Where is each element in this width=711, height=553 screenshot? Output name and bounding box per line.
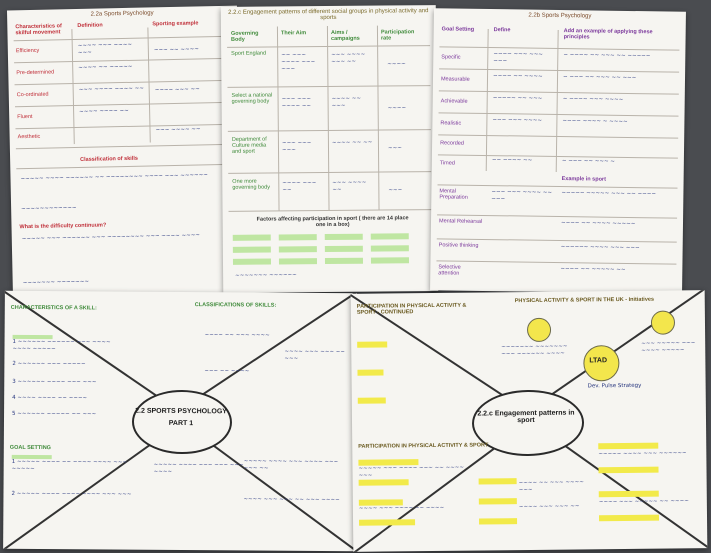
handwriting: ~ ~~~ ~~ ~~~ ~~ ~~~ — [562, 74, 637, 82]
mindmap-line — [194, 431, 356, 551]
mindmap-sports-psychology — [3, 291, 357, 551]
highlight — [357, 370, 383, 376]
handwriting: ~~~~~ ~~~ ~~~~~~ ~~~ ~~~~~~~~ ~~~ ~~~~ ~~~~ — [21, 232, 200, 243]
table-divider — [227, 85, 430, 88]
section-heading: Classification of skills — [80, 155, 138, 163]
factor-box — [279, 258, 317, 264]
handwriting: ~~~~ ~~~ ~~~ ~~ — [518, 503, 580, 511]
table-header: Characteristics of skilful movement — [15, 23, 62, 37]
handwriting: ~ ~~~ ~~ ~~~ ~ — [561, 158, 615, 165]
table-divider — [327, 26, 330, 210]
highlight — [359, 519, 415, 526]
ltad-label: LTAD — [589, 357, 608, 365]
handwriting: ~~~ ~~ ~~~~ — [204, 368, 250, 375]
factor-box — [325, 246, 363, 252]
handwriting: ~~~~ ~~ ~~~ ~~~~ ~~~ — [518, 479, 584, 494]
table-divider — [16, 164, 234, 170]
handwriting: ~~~ ~~~~ ~~~~ ~~ — [78, 85, 144, 93]
table-row-label: One more governing body — [232, 178, 270, 191]
handwriting: ~~~ — [387, 145, 402, 152]
table-row-label: Fluent — [17, 113, 33, 121]
mindmap-engagement-patterns — [351, 290, 708, 552]
table-row-label: Achievable — [440, 98, 468, 105]
factor-box — [325, 234, 363, 240]
table-divider — [439, 90, 679, 94]
highlight — [599, 515, 659, 522]
table-row-label: Mental Rehearsal — [438, 218, 483, 225]
handwriting: ~~~~ ~~~ ~~ — [154, 86, 200, 94]
handwriting: ~~~ ~~~ ~~~~ ~~ — [281, 96, 312, 110]
handwriting: ~~~~~ ~~~ ~~~~ ~~~ ~~ ~~~~ ~~~ — [358, 464, 465, 479]
highlight — [359, 479, 409, 486]
worksheet-engagement-patterns — [221, 5, 438, 293]
table-divider — [439, 46, 679, 50]
handwriting: ~~~~~ ~~~~ ~~~~~~ ~~ ~~~~~~~~ ~~~~ ~~~ ~~~~~~ — [20, 172, 208, 183]
table-divider — [556, 30, 559, 172]
table-header: Aims / campaigns — [330, 29, 360, 42]
factor-box — [233, 247, 271, 253]
table-row-label: Timed — [439, 160, 455, 167]
highlight — [357, 341, 387, 347]
table-divider — [15, 80, 233, 86]
handwriting: 4 ~~~~ ~~~~ ~~ ~~~~ — [12, 394, 88, 402]
section-heading: What is the difficulty continuum? — [19, 222, 107, 231]
handwriting: ~~~~ — [387, 105, 407, 112]
handwriting: ~~~~~ ~~ ~~~ — [492, 95, 543, 102]
table-header: Their Aim — [280, 30, 307, 37]
section-heading: Example in sport — [561, 176, 606, 183]
handwriting: 3 ~~~~~~ ~~~~ ~~~ ~~~ — [12, 378, 97, 386]
factor-box — [233, 235, 271, 241]
worksheet-skilful-movement — [7, 6, 243, 301]
handwriting: ~~~~~ ~~~~ ~~~ ~~~ ~~~ ~~~~ — [153, 461, 244, 475]
handwriting: ~~~ — [388, 187, 403, 194]
handwriting: ~~~~ ~~ ~~ — [331, 139, 373, 146]
handwriting: ~~~ ~~~ ~~~~ ~~ ~~~ — [491, 189, 553, 203]
handwriting: ~ ~~~~ ~~ ~~~ ~~ ~~~~~ — [563, 52, 651, 60]
table-divider — [227, 45, 430, 48]
table-divider — [377, 26, 380, 210]
table-header: Participation rate — [380, 29, 415, 42]
handwriting: ~~~~~~ ~~~~ ~~~ ~~~ — [560, 244, 640, 252]
mindmap-title: 2.2.c Engagement patterns in sport — [477, 409, 575, 425]
handwriting: ~~~ ~~~~ ~~ — [155, 126, 201, 134]
sheet-title: 2.2a Sports Psychology — [90, 10, 154, 18]
mindmap-subtitle: PART 1 — [168, 419, 194, 428]
handwriting: ~~~~~~~~~~~~ — [21, 205, 77, 213]
corner-heading: CHARACTERISTICS OF A SKILL: — [10, 304, 97, 312]
handwriting: ~~~~ ~~ ~~~ — [331, 95, 361, 109]
handwriting: ~~~~ ~~~ ~~ — [282, 180, 317, 194]
table-header: Add an example of applying these principles — [563, 28, 653, 41]
handwriting: ~~~~ ~~ ~~~ ~~~~ — [204, 332, 270, 339]
handwriting: ~~~~~ ~~~~ ~~~ ~~~~ ~~~ ~~~ ~~ — [243, 458, 339, 472]
sheet-title: 2.2.c Engagement patterns of different social groups in physical activity and sports — [228, 8, 429, 22]
handwriting: ~~~~~~~ ~~~~~~~ — [22, 278, 90, 287]
table-row-label: Selective attention — [438, 264, 461, 277]
factor-box — [233, 259, 271, 265]
table-row-label: Realistic — [440, 120, 462, 127]
table-row-label: Recorded — [440, 140, 464, 147]
table-header: Governing Body — [230, 30, 259, 43]
factor-box — [279, 246, 317, 252]
table-divider — [14, 36, 232, 42]
handwriting: ~ ~~~~ ~~~ ~~~~ — [562, 96, 624, 103]
table-header: Goal Setting — [441, 26, 475, 33]
table-row-label: Mental Preparation — [439, 188, 468, 201]
initiative-badge — [527, 318, 551, 342]
factor-box — [371, 257, 409, 263]
table-header: Define — [493, 27, 511, 34]
handwriting: ~~~~~~~ ~~~~~~ — [235, 272, 297, 279]
table-row-label: Aesthetic — [17, 133, 41, 141]
table-divider — [228, 129, 431, 132]
handwriting: ~~~~~~~ ~~~~~~~ ~~~ ~~~~~~ ~~~~ — [501, 343, 568, 358]
highlight — [479, 478, 517, 484]
corner-heading: CLASSIFICATIONS OF SKILLS: — [194, 302, 277, 309]
table-row-label: Pre-determined — [16, 69, 55, 77]
corner-heading: PARTICIPATION IN PHYSICAL ACTIVITY & SPORT - CONTINUED — [356, 302, 467, 316]
handwriting: ~~~ ~~~ ~~~~ — [492, 117, 543, 124]
handwriting: ~~~ ~~~~ ~~ — [332, 179, 367, 193]
table-divider — [277, 26, 280, 210]
handwriting: ~~~~ ~~~ ~~~~ ~~ ~~~~ — [358, 504, 445, 512]
table-divider — [228, 171, 431, 174]
handwriting: ~~ ~~~~ ~~ — [491, 157, 533, 164]
mindmap-line — [189, 292, 356, 404]
handwriting: ~~~ ~~ ~~~~ — [153, 46, 199, 54]
handwriting: ~~~~ ~~~ ~~~ ~~ ~~~ — [284, 348, 346, 362]
highlight — [598, 467, 658, 474]
handwriting: ~~~~ ~~~ ~~~~~ ~~ ~~~~ — [598, 498, 689, 506]
table-divider — [15, 102, 233, 108]
table-divider — [438, 154, 678, 158]
table-divider — [486, 29, 489, 171]
mindmap-title: 2.2 SPORTS PSYCHOLOGY — [135, 407, 227, 416]
table-row-label: Specific — [441, 54, 461, 61]
handwriting: ~~~ ~~~ ~~~ — [281, 140, 312, 154]
worksheet-goal-setting — [430, 8, 686, 293]
handwriting: ~~~ ~~~~~ ~~~ ~~~~ ~~~~~ — [641, 340, 696, 354]
handwriting: ~~~~ ~~ ~~~~ — [492, 73, 543, 80]
corner-heading: PARTICIPATION IN PHYSICAL ACTIVITY & SPORT — [358, 442, 489, 450]
handwriting: ~~~~ ~~ ~~~~~ ~~ — [560, 266, 626, 273]
handwriting: 1 ~~~~~~ ~~~~~~ ~~~ ~~~~ ~~~~ ~~~~~ — [12, 338, 111, 353]
handwriting: 5 ~~~~~~ ~~~~~ ~~ ~~~ — [12, 410, 97, 418]
mindmap-line — [353, 433, 514, 552]
handwriting: ~~~ ~~~~ ~~~ ~~ — [331, 51, 366, 65]
handwriting: ~~~~ ~~~~ ~~ — [79, 107, 129, 115]
badge-caption: Dev. Pulse Strategy — [587, 382, 642, 390]
table-divider — [439, 68, 679, 72]
highlight — [599, 491, 659, 498]
factor-box — [371, 245, 409, 251]
table-row-label: Select a national governing body — [231, 92, 273, 105]
highlight — [12, 455, 52, 459]
handwriting: 2 ~~~~~~ ~~~ ~~~~~ — [12, 360, 86, 368]
table-row-label: Sport England — [231, 50, 267, 57]
highlight — [13, 335, 53, 339]
corner-heading: GOAL SETTING — [9, 444, 51, 452]
handwriting: 2 ~~~~~ ~~~~ ~~~~ ~~~~ ~~~ ~~~ — [11, 490, 132, 498]
corner-heading: PHYSICAL ACTIVITY & SPORT IN THE UK - Initiatives — [514, 296, 655, 305]
highlight — [358, 397, 386, 403]
handwriting: ~~~~~ ~~~~ ~~~ ~~~~~~ — [598, 450, 687, 458]
handwriting: ~~~~~ ~~~~~ ~~~ ~~ ~~~~ — [561, 190, 657, 198]
handwriting: ~~~~ ~~~ ~~~ ~~ ~~~ ~~~~ — [243, 496, 340, 504]
handwriting: ~~ ~~~ ~~~~ ~~~ ~~~ — [281, 52, 316, 73]
table-row-label: Co-ordinated — [16, 91, 49, 99]
table-divider — [438, 134, 678, 138]
table-row-label: Measurable — [440, 76, 470, 83]
highlight — [598, 443, 658, 450]
handwriting: ~~~~ ~~~ ~~~ ~~~ — [493, 51, 543, 65]
table-divider — [439, 112, 679, 116]
highlight — [479, 518, 517, 524]
handwriting: ~~~~ ~~ ~~~~ ~~~~~ — [560, 220, 636, 228]
table-divider — [14, 58, 232, 64]
handwriting: ~~~~ ~~~~ ~ ~~~~ — [562, 118, 628, 125]
handwriting: 1 ~~~~~ ~~~~ ~~ ~~~~ ~~~~ ~~~ ~~~~~ — [11, 458, 128, 472]
factor-box — [279, 234, 317, 240]
table-divider — [229, 209, 432, 212]
sheet-title: 2.2b Sports Psychology — [528, 12, 592, 20]
table-row-label: Department of Culture media and sport — [231, 136, 267, 155]
handwriting: ~~~~ ~~ ~~~~~ — [78, 63, 133, 71]
table-header: Sporting example — [152, 20, 199, 28]
factor-box — [325, 258, 363, 264]
initiative-badge — [651, 310, 675, 334]
handwriting: ~~~~ — [387, 61, 406, 68]
table-row-label: Efficiency — [15, 47, 40, 55]
factor-box — [371, 233, 409, 239]
highlight — [479, 498, 517, 504]
section-heading: Factors affecting participation in sport ( there are 14 place one in a box) — [256, 215, 409, 229]
table-row-label: Positive thinking — [438, 242, 479, 249]
table-divider — [16, 144, 234, 150]
table-header: Definition — [77, 22, 103, 29]
handwriting: ~~~~ ~~~ ~~~~ ~~~ — [77, 41, 133, 56]
